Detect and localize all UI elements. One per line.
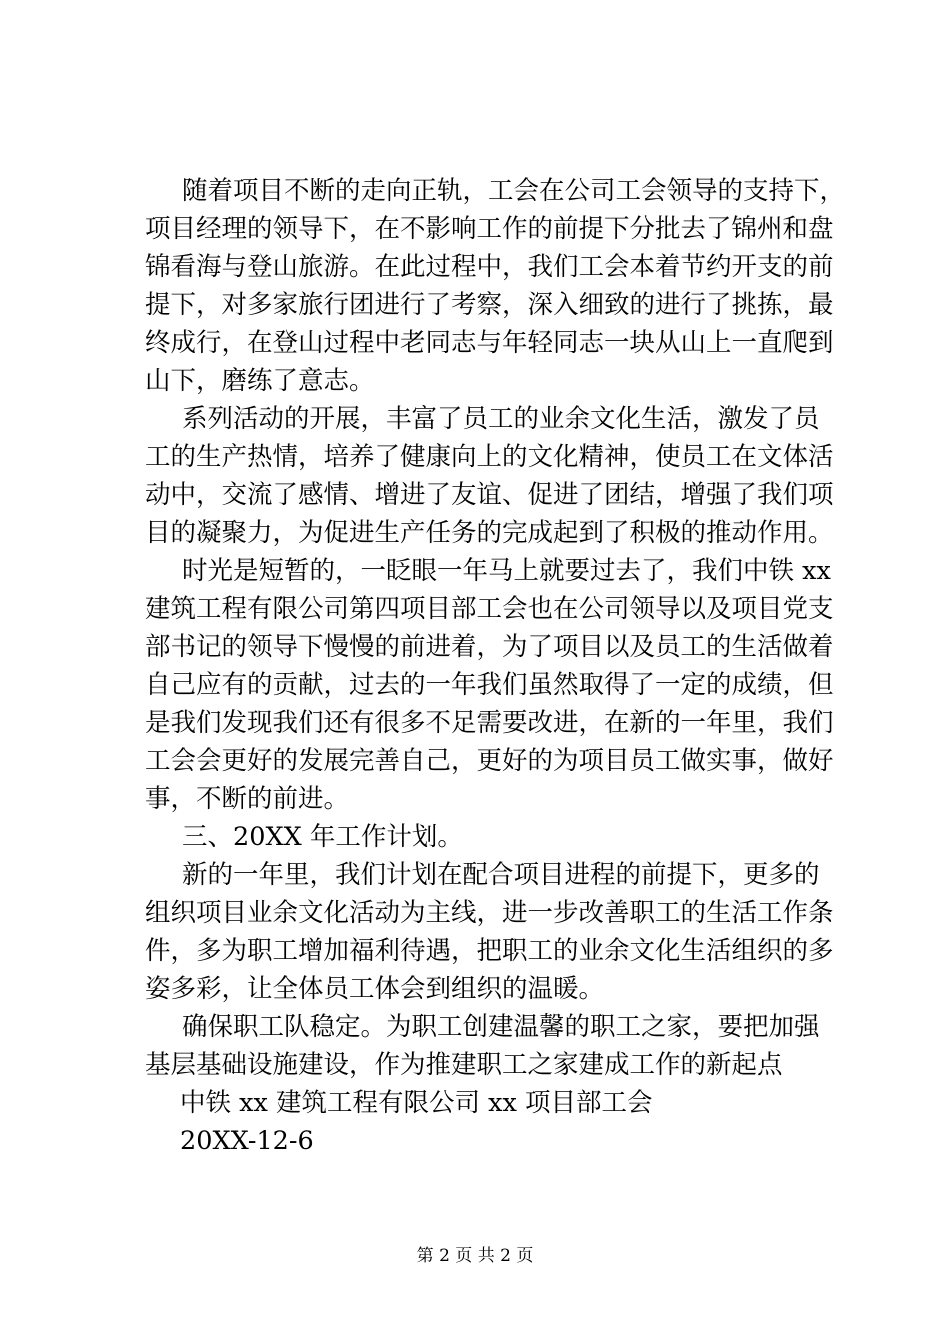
paragraph-line: 工会会更好的发展完善自己，更好的为项目员工做实事，做好 (145, 746, 834, 776)
paragraph-line: 建筑工程有限公司第四项目部工会也在公司领导以及项目党支 (145, 594, 834, 624)
paragraph-line: 系列活动的开展，丰富了员工的业余文化生活，激发了员 (182, 404, 820, 434)
page-footer: 第 2 页 共 2 页 (416, 1246, 534, 1266)
paragraph-line: 随着项目不断的走向正轨，工会在公司工会领导的支持下， (182, 176, 846, 206)
paragraph-line: 姿多彩，让全体员工体会到组织的温暖。 (145, 974, 605, 1004)
paragraph (145, 172, 846, 400)
paragraph-line: 基层基础设施建设，作为推建职工之家建成工作的新起点 (145, 1050, 783, 1080)
paragraph-line: 终成行，在登山过程中老同志与年轻同志一块从山上一直爬到 (145, 328, 834, 358)
paragraph (145, 1008, 835, 1084)
paragraph (145, 552, 835, 818)
signature-org: 中铁 xx 建筑工程有限公司 xx 项目部工会 (180, 1088, 653, 1118)
paragraph (145, 400, 835, 552)
signature-date: 20XX-12-6 (180, 1126, 314, 1156)
paragraph-line: 项目经理的领导下，在不影响工作的前提下分批去了锦州和盘 (145, 214, 834, 244)
paragraph (145, 856, 835, 1008)
paragraph-line: 确保职工队稳定。为职工创建温馨的职工之家，要把加强 (182, 1012, 820, 1042)
paragraph-line: 提下，对多家旅行团进行了考察，深入细致的进行了挑拣，最 (145, 290, 834, 320)
paragraph-line: 时光是短暂的，一眨眼一年马上就要过去了，我们中铁 xx (182, 556, 831, 586)
paragraph-line: 目的凝聚力，为促进生产任务的完成起到了积极的推动作用。 (145, 518, 834, 548)
paragraph (145, 818, 835, 856)
document-body (145, 172, 846, 1160)
paragraph-line: 三、20XX 年工作计划。 (182, 822, 463, 852)
paragraph-line: 部书记的领导下慢慢的前进着，为了项目以及员工的生活做着 (145, 632, 834, 662)
paragraph-line: 事，不断的前进。 (145, 784, 350, 814)
paragraph-list (145, 172, 846, 1084)
paragraph-line: 山下，磨练了意志。 (145, 366, 375, 396)
paragraph-line: 新的一年里，我们计划在配合项目进程的前提下，更多的 (182, 860, 820, 890)
paragraph-line: 件，多为职工增加福利待遇，把职工的业余文化生活组织的多 (145, 936, 834, 966)
paragraph-line: 锦看海与登山旅游。在此过程中，我们工会本着节约开支的前 (145, 252, 834, 282)
paragraph-line: 组织项目业余文化活动为主线，进一步改善职工的生活工作条 (145, 898, 834, 928)
paragraph-line: 工的生产热情，培养了健康向上的文化精神，使员工在文体活 (145, 442, 834, 472)
paragraph-line: 自己应有的贡献，过去的一年我们虽然取得了一定的成绩，但 (145, 670, 834, 700)
paragraph-line: 是我们发现我们还有很多不足需要改进，在新的一年里，我们 (145, 708, 834, 738)
paragraph-line: 动中，交流了感情、增进了友谊、促进了团结，增强了我们项 (145, 480, 834, 510)
